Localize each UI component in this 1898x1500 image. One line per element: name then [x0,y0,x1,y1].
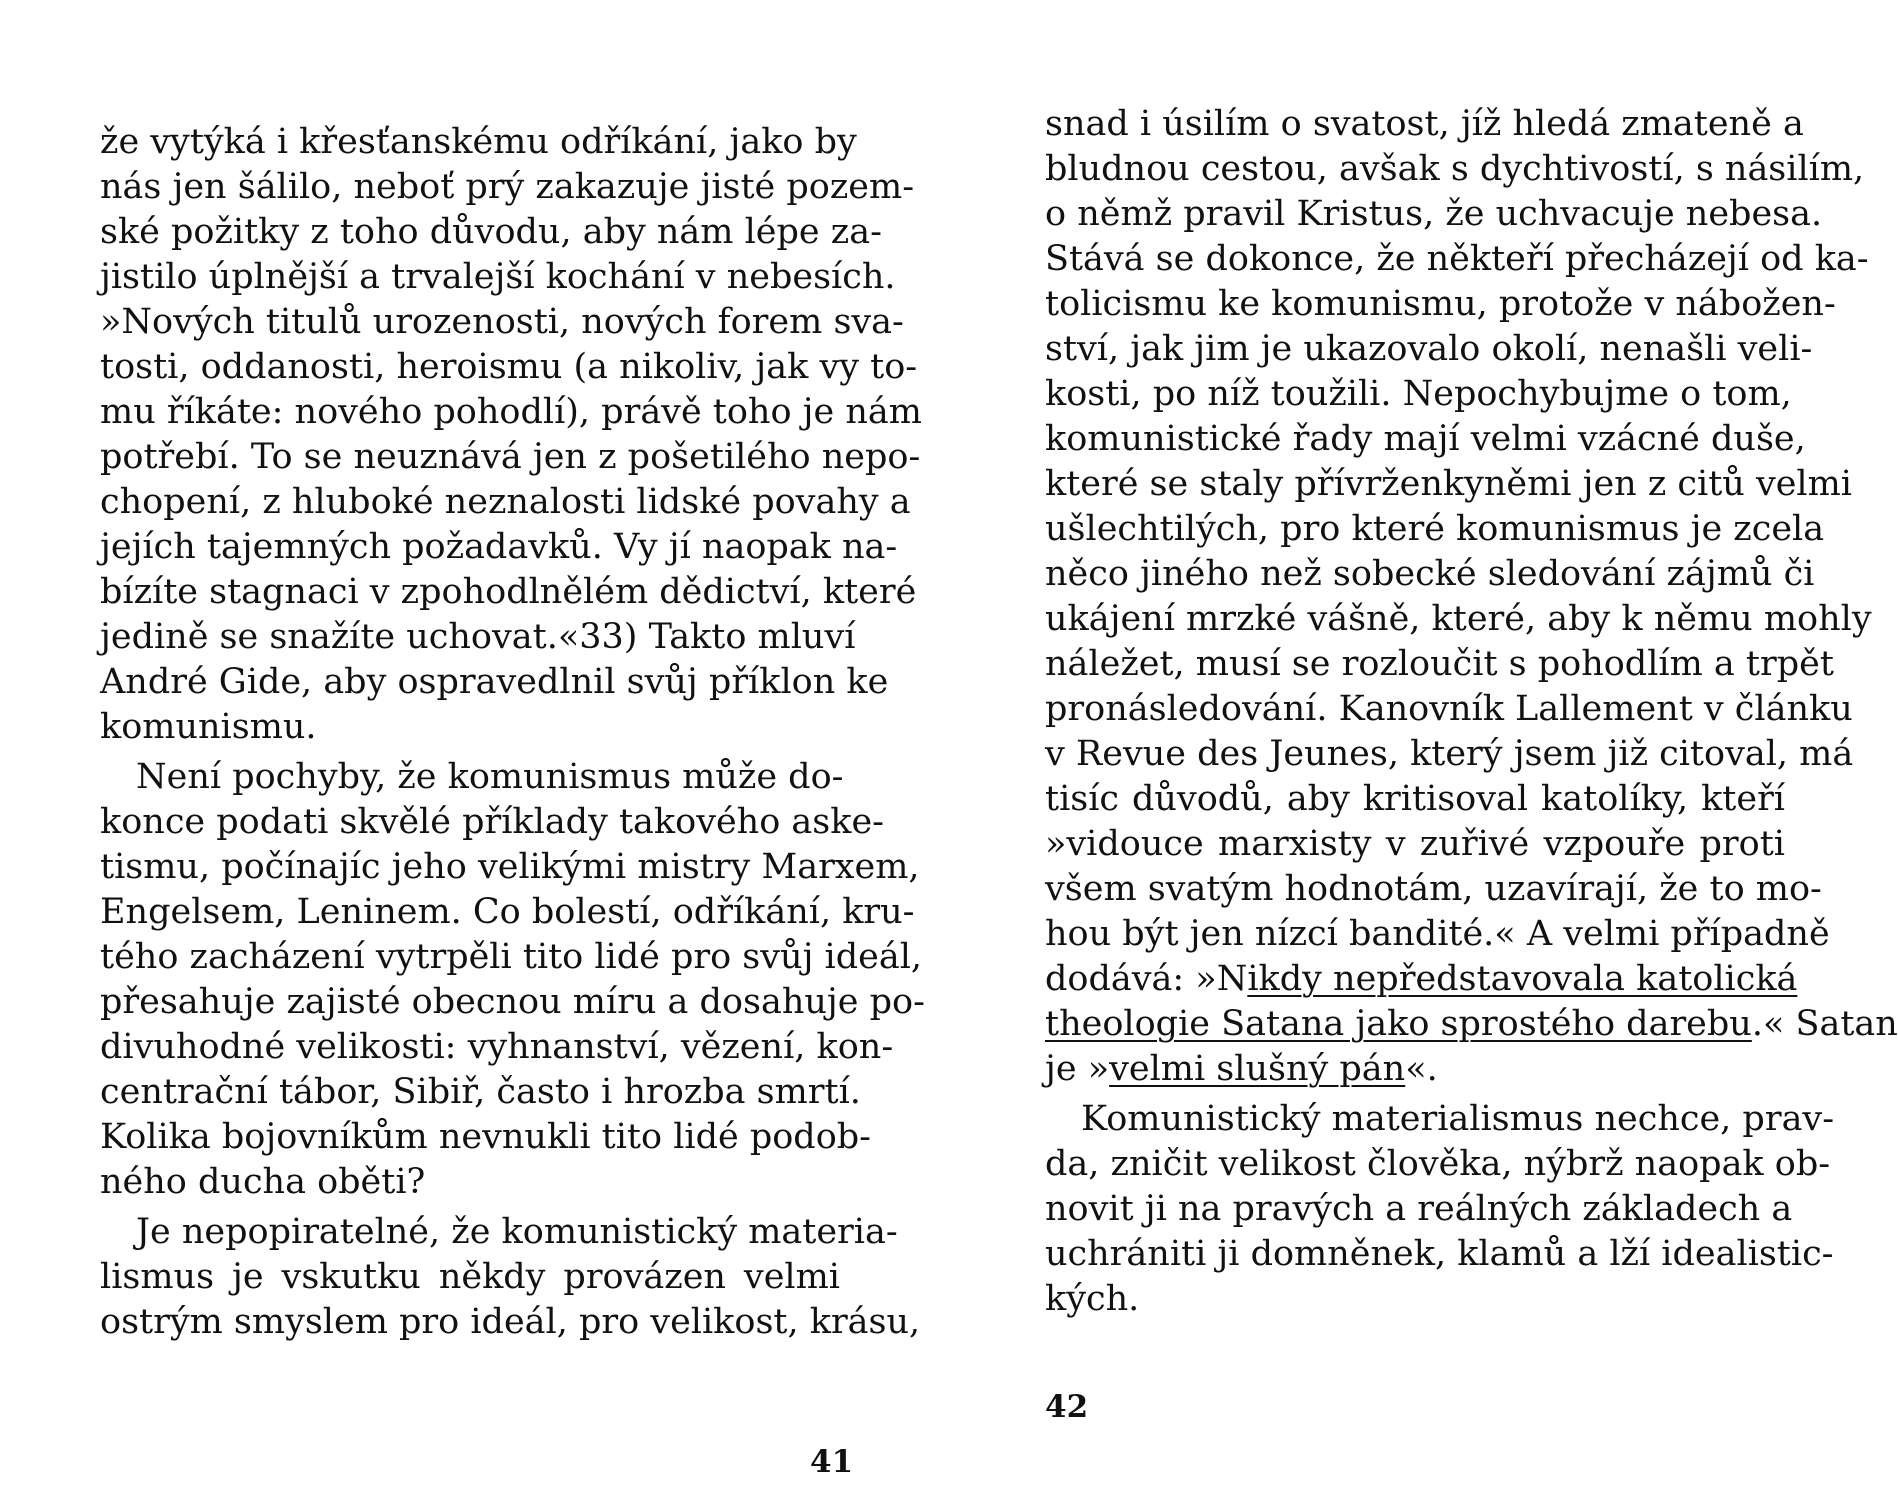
text-line: tisíc důvodů, aby kritisoval katolíky, kteří [1045,779,1785,819]
left-page [100,0,925,1500]
text-segment: je » [1045,1049,1110,1089]
text-line: potřebí. To se neuznává jen z pošetilého nepo- [100,437,921,477]
text-line [1045,957,1798,1002]
text-line: nás jen šálilo, neboť prý zakazuje jisté pozem- [100,167,915,207]
text-line: chopení, z hluboké neznalosti lidské povahy a [100,482,911,522]
page-number: 42 [1045,1389,1089,1425]
text-segment: «. [1405,1049,1438,1089]
text-line: »Nových titulů urozenosti, nových forem sva- [100,302,904,342]
text-line: Stává se dokonce, že někteří přecházejí od ka- [1045,239,1869,279]
text-line: hou být jen nízcí bandité.« A velmi případně [1045,914,1830,954]
text-line: náležet, musí se rozloučit s pohodlím a trpět [1045,644,1834,684]
page-number: 41 [810,1444,854,1480]
text-line: jistilo úplnější a trvalejší kochání v nebesích. [100,257,896,297]
text-line: Je nepopiratelné, že komunistický materia- [136,1212,898,1252]
text-line: přesahuje zajisté obecnou míru a dosahuje po- [100,982,925,1022]
text-line: ného ducha oběti? [100,1162,426,1202]
pen-underlined-text: theologie Satana jako sprostého darebu [1045,1004,1752,1044]
text-line: ostrým smyslem pro ideál, pro velikost, krásu, [100,1302,921,1342]
text-line [1045,1047,1785,1092]
pen-underlined-text: ikdy nepředstavovala katolická [1247,959,1798,999]
text-line: Kolika bojovníkům nevnukli tito lidé podob- [100,1117,872,1157]
text-line: André Gide, aby ospravedlnil svůj příklon ke [100,662,889,702]
text-line: tismu, počínajíc jeho velikými mistry Marxem, [100,847,920,887]
text-line: snad i úsilím o svatost, jíž hledá zmateně a [1045,104,1804,144]
text-line: pronásledování. Kanovník Lallement v článku [1045,689,1853,729]
text-line: bludnou cestou, avšak s dychtivostí, s násilím, [1045,149,1865,189]
text-line: že vytýká i křesťanskému odříkání, jako by [100,122,857,162]
text-line: Engelsem, Leninem. Co bolestí, odříkání, kru- [100,892,915,932]
text-line: ušlechtilých, pro které komunismus je zcela [1045,509,1825,549]
text-line: které se staly přívrženkyněmi jen z citů velmi [1045,464,1852,504]
text-line: bízíte stagnaci v zpohodlnělém dědictví, které [100,572,917,612]
text-line: kých. [1045,1279,1140,1319]
text-line: tého zacházení vytrpěli tito lidé pro svůj ideál, [100,937,923,977]
right-page [1045,0,1898,1500]
text-line: ské požitky z toho důvodu, aby nám lépe za- [100,212,882,252]
text-line: něco jiného než sobecké sledování zájmů či [1045,554,1815,594]
text-line: tolicismu ke komunismu, protože v nábožen- [1045,284,1836,324]
text-line: novit ji na pravých a reálných základech a [1045,1189,1793,1229]
text-line: »vidouce marxisty v zuřivé vzpouře proti [1045,824,1785,864]
text-segment: dodává: »N [1045,959,1248,999]
text-line: centrační tábor, Sibiř, často i hrozba smrtí. [100,1072,861,1112]
text-line: Komunistický materialismus nechce, prav- [1081,1099,1835,1139]
text-line: lismus je vskutku někdy provázen velmi [100,1257,840,1297]
text-line: jejích tajemných požadavků. Vy jí naopak na- [100,527,898,567]
text-line: o němž pravil Kristus, že uchvacuje nebesa. [1045,194,1823,234]
text-line: komunistické řady mají velmi vzácné duše, [1045,419,1806,459]
text-line: mu říkáte: nového pohodlí), právě toho je nám [100,392,922,432]
text-line: ukájení mrzké vášně, které, aby k němu mohly [1045,599,1872,639]
text-line: divuhodné velikosti: vyhnanství, vězení, kon- [100,1027,894,1067]
text-line: jedině se snažíte uchovat.«33) Takto mluví [100,617,856,657]
text-line: kosti, po níž toužili. Nepochybujme o tom, [1045,374,1792,414]
text-line: všem svatým hodnotám, uzavírají, že to mo- [1045,869,1822,909]
text-line: uchrániti ji domněnek, klamů a lží idealistic- [1045,1234,1834,1274]
text-line [1045,1002,1898,1047]
text-line: da, zničit velikost člověka, nýbrž naopak ob- [1045,1144,1831,1184]
text-line: komunismu. [100,707,317,747]
pen-underlined-text: velmi slušný pán [1109,1049,1406,1089]
text-segment: .« Satan [1751,1004,1898,1044]
text-line: ství, jak jim je ukazovalo okolí, nenašli veli- [1045,329,1813,369]
text-line: Není pochyby, že komunismus může do- [136,757,844,797]
text-line: v Revue des Jeunes, který jsem již citoval, má [1045,734,1854,774]
text-line: konce podati skvělé příklady takového aske- [100,802,884,842]
text-line: tosti, oddanosti, heroismu (a nikoliv, jak vy to- [100,347,918,387]
